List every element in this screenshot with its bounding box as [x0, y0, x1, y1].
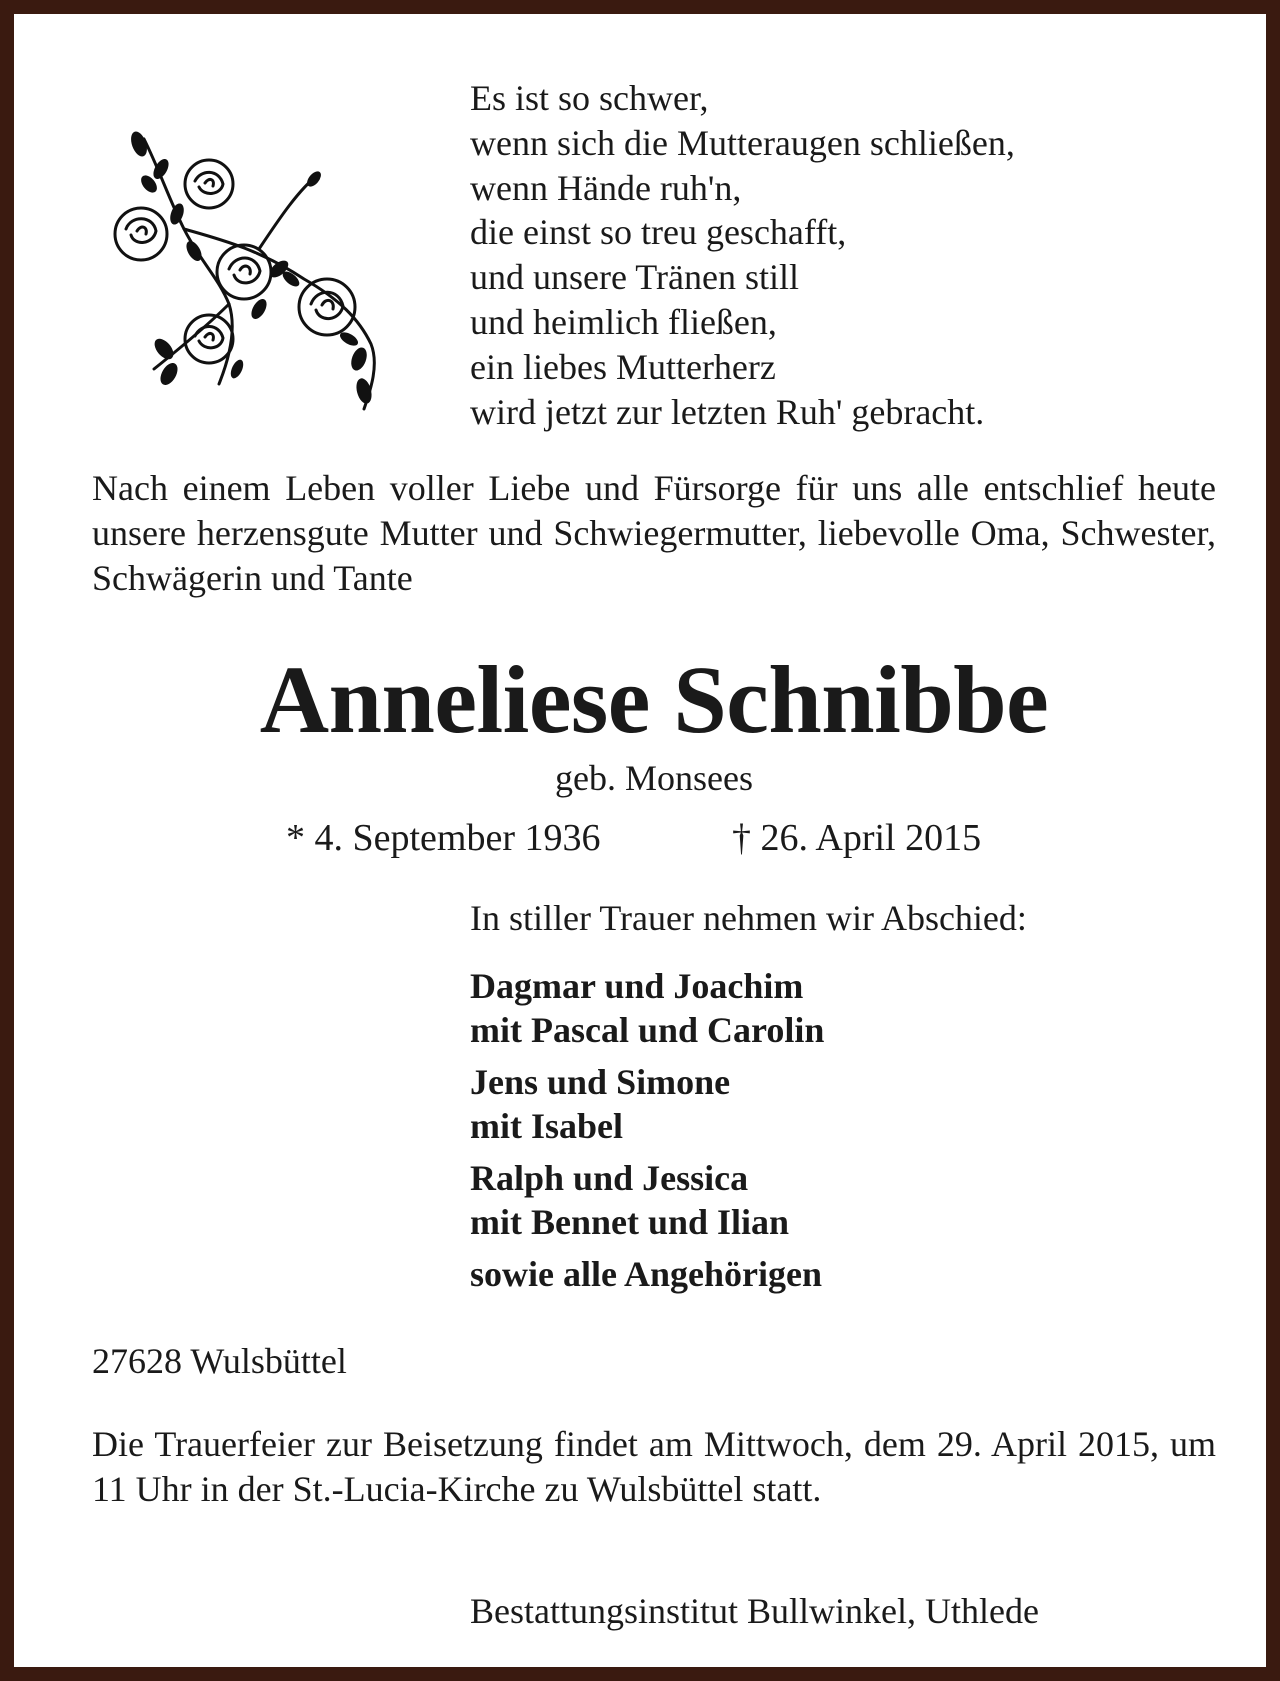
mourner-group	[470, 964, 1230, 1052]
roses-illustration-icon	[109, 129, 409, 429]
mourner-line: mit Isabel	[470, 1106, 623, 1146]
poem-line: wenn sich die Mutteraugen schließen,	[470, 122, 1015, 163]
mourner-group	[470, 1156, 1230, 1244]
poem-line: und heimlich fließen,	[470, 301, 777, 342]
birth-date: * 4. September 1936	[286, 817, 601, 859]
death-date: † 26. April 2015	[732, 817, 982, 859]
poem-line: und unsere Tränen still	[470, 257, 799, 298]
undertaker: Bestattungsinstitut Bullwinkel, Uthlede	[470, 1591, 1039, 1631]
mourner-line: Ralph und Jessica	[470, 1158, 749, 1198]
poem-line: wenn Hände ruh'n,	[470, 167, 742, 208]
mourner-line: Dagmar und Joachim	[470, 966, 804, 1006]
poem-line: Es ist so schwer,	[470, 78, 709, 118]
service-paragraph: Die Trauerfeier zur Beisetzung findet am Mittwoch, dem 29. April 2015, um 11 Uhr in der St.-Lucia-Kirche zu Wulsbüttel statt.	[92, 1424, 1216, 1509]
mourner-line: mit Bennet und Ilian	[470, 1202, 790, 1242]
mourner-line: mit Pascal und Carolin	[470, 1010, 825, 1050]
maiden-name: geb. Monsees	[555, 758, 753, 798]
deceased-name: Anneliese Schnibbe	[259, 646, 1049, 753]
all-relatives: sowie alle Angehörigen	[470, 1254, 822, 1294]
mourner-group	[470, 1060, 1230, 1148]
poem-line: ein liebes Mutterherz	[470, 346, 776, 387]
poem-line: wird jetzt zur letzten Ruh' gebracht.	[470, 391, 985, 432]
mourner-line: Jens und Simone	[470, 1062, 731, 1102]
mourners-list	[470, 964, 1230, 1296]
mourners-intro: In stiller Trauer nehmen wir Abschied:	[470, 898, 1027, 938]
intro-paragraph: Nach einem Leben voller Liebe und Fürsorge für uns alle entschlief heute unsere herzensgute Mutter und Schwiegermutter, liebevolle Oma, Schwester, Schwägerin und Tante	[92, 468, 1216, 598]
place: 27628 Wulsbüttel	[92, 1341, 347, 1381]
poem-line: die einst so treu geschafft,	[470, 212, 847, 253]
poem	[470, 76, 1230, 434]
